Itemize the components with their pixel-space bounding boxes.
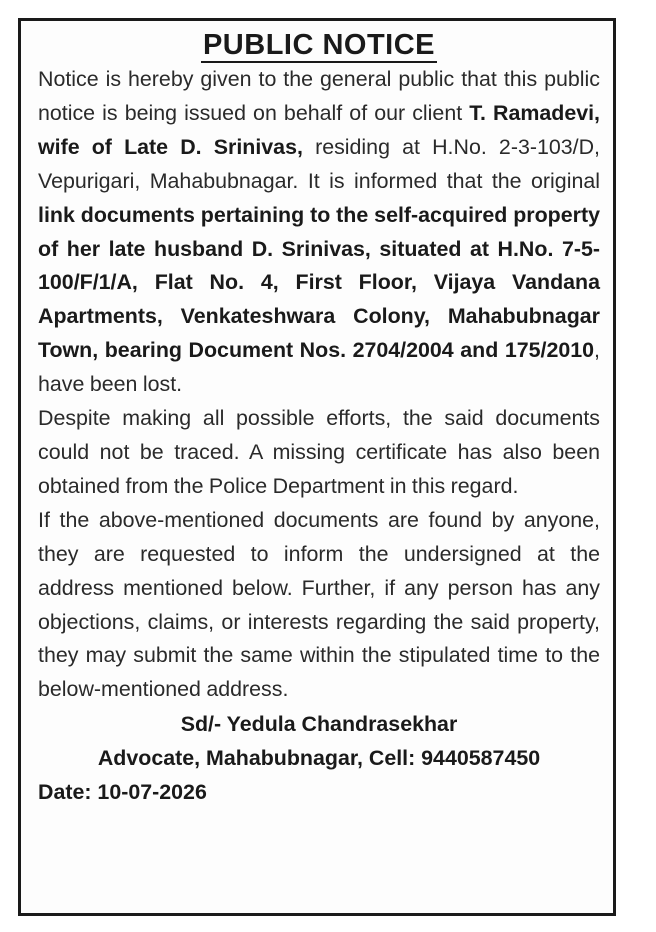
signature: Sd/- Yedula Chandrasekhar (180, 712, 458, 737)
notice-date: Date: 10-07-2026 (38, 780, 207, 805)
client-name: T. Ramadevi, wife of Late D. Srinivas, (38, 100, 600, 159)
property-details: link documents pertaining to the self-acquired property of her late husband D. Srinivas, situated at H.No. 7-5-100/F/1/A, Flat No. 4, First Floor, Vijaya Vandana Apartments, Venkateshwara Colony, Mahabubnagar Town, bearing Document Nos. 2704/2004 and 175/2010 (38, 202, 600, 363)
p1-text-b: residing at H.No. 2-3-103/D, Vepurigari, Mahabubnagar. It is informed that the original (38, 134, 600, 193)
p1-text-a: Notice is hereby given to the general public that this public notice is being issued on behalf of our client (38, 67, 600, 125)
notice-paragraph-3: If the above-mentioned documents are found by anyone, they are requested to inform the undersigned at the address mentioned below. Further, if any person has any objections, claims, or interests regarding the said property, they may submit the same within the stipulated time to the below-mentioned address. (38, 507, 600, 702)
notice-paragraph-1 (38, 63, 600, 402)
notice-title: PUBLIC NOTICE (202, 29, 436, 61)
notice-paragraph-2: Despite making all possible efforts, the said documents could not be traced. A missing certificate has also been obtained from the Police Department in this regard. (38, 406, 600, 498)
p1-text-c: , have been lost. (38, 338, 600, 397)
advocate-contact: Advocate, Mahabubnagar, Cell: 9440587450 (97, 746, 541, 771)
public-notice (18, 18, 616, 916)
